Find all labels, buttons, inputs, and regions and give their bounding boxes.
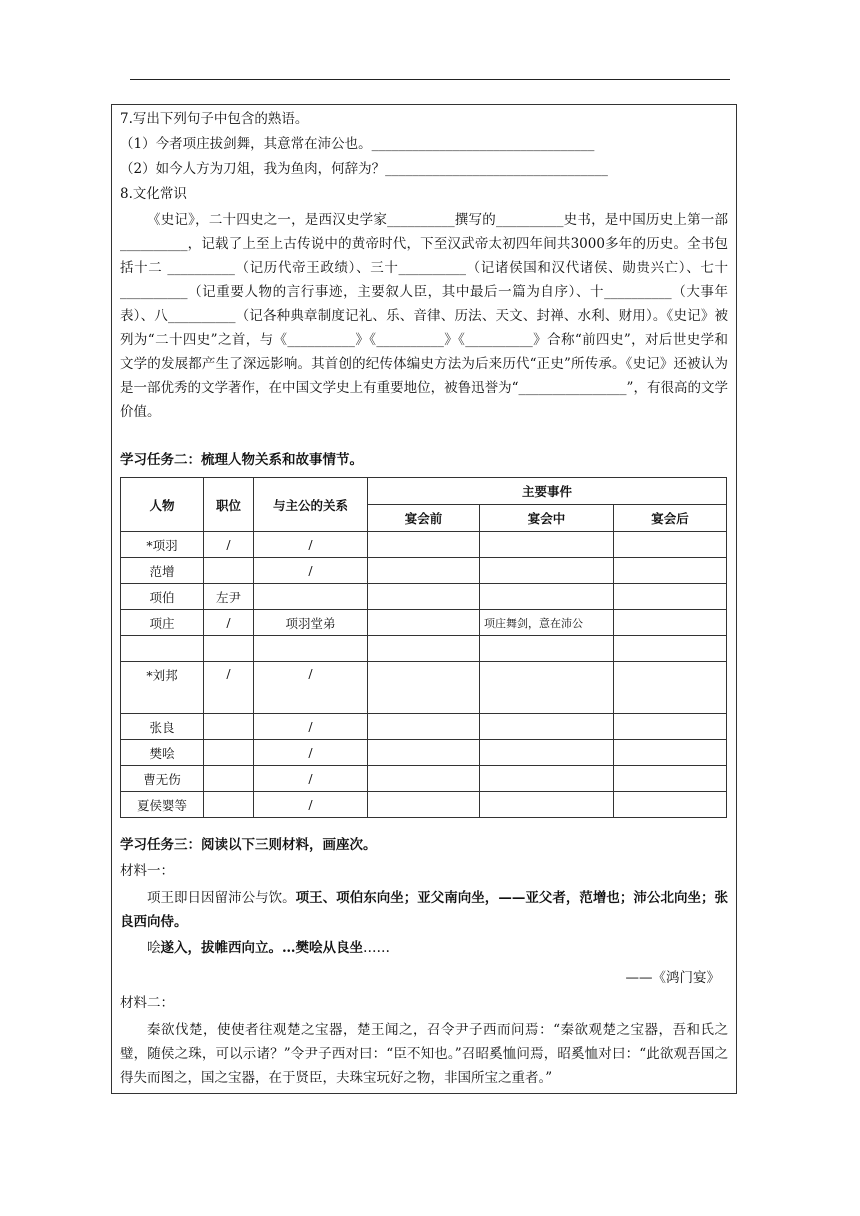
- cell-after[interactable]: [614, 766, 727, 792]
- table-row: [121, 740, 727, 766]
- table-row: [121, 532, 727, 558]
- cell-person: 曹无伤: [121, 766, 204, 792]
- cell-during[interactable]: [480, 584, 614, 610]
- cell-person: *项羽: [121, 532, 204, 558]
- material-1-ellipsis: ……: [363, 940, 390, 956]
- cell-person: 夏侯婴等: [121, 792, 204, 818]
- header-after: 宴会后: [614, 505, 727, 532]
- header-before: 宴会前: [368, 505, 480, 532]
- cell-after[interactable]: [614, 636, 727, 662]
- q7-sentence-2: （2）如今人方为刀俎，我为鱼肉，何辞为？_________________________________: [120, 161, 608, 177]
- task3-title: 学习任务三：阅读以下三则材料，画座次。: [120, 837, 377, 853]
- header-rule: [130, 79, 730, 80]
- cell-post[interactable]: [204, 558, 254, 584]
- cell-after[interactable]: [614, 610, 727, 636]
- cell-during: 项庄舞剑，意在沛公: [480, 610, 614, 636]
- material-2-label: 材料二：: [120, 995, 174, 1011]
- cell-relation: /: [254, 792, 368, 818]
- material-1-label: 材料一：: [120, 863, 174, 879]
- cell-during[interactable]: [480, 740, 614, 766]
- material-1-para-2: [120, 936, 728, 960]
- cell-person: 项伯: [121, 584, 204, 610]
- cell-post: /: [204, 532, 254, 558]
- header-during: 宴会中: [480, 505, 614, 532]
- cell-during[interactable]: [480, 792, 614, 818]
- cell-before[interactable]: [368, 558, 480, 584]
- material-1-intro: 项王即日因留沛公与饮。: [147, 890, 296, 906]
- cell-before[interactable]: [368, 636, 480, 662]
- material-2-para: 秦欲伐楚，使使者往观楚之宝器，楚王闻之，召令尹子西而问焉：“秦欲观楚之宝器，吾和氏之璧，随侯之珠，可以示诸？”令尹子西对曰：“臣不知也。”召昭奚恤问焉，昭奚恤对曰：“此欲观吾国之得失而图之，国之宝器，在于贤臣，夫珠宝玩好之物，非国所宝之重者。”: [120, 1022, 728, 1086]
- cell-after[interactable]: [614, 792, 727, 818]
- cell-before[interactable]: [368, 792, 480, 818]
- table-row: [121, 792, 727, 818]
- header-events: 主要事件: [368, 478, 727, 505]
- cell-post[interactable]: [204, 766, 254, 792]
- table-row: [121, 584, 727, 610]
- table-row: [121, 558, 727, 584]
- cell-person: 项庄: [121, 610, 204, 636]
- cell-before[interactable]: [368, 714, 480, 740]
- header-post: 职位: [204, 478, 254, 532]
- cell-relation: /: [254, 714, 368, 740]
- material-1-kuai: 哙: [147, 940, 161, 956]
- cell-before[interactable]: [368, 610, 480, 636]
- table-row: [121, 766, 727, 792]
- cell-before[interactable]: [368, 584, 480, 610]
- q8-paragraph: 《史记》，二十四史之一，是西汉史学家__________撰写的__________史书，是中国历史上第一部__________，记载了上至上古传说中的黄帝时代，下至汉武帝太初四年间共3000多年的历史。全书包括十二 __________（记历代帝王政绩）、三十__________（记诸侯国和汉代诸侯、勋贵兴亡）、七十__________（记重要人物的言行事迹，主要叙人臣，其中最后一篇为自序）、十__________（大事年表）、八__________（记各种典章制度记礼、乐、音律、历法、天文、封禅、水利、财用）。《史记》被列为“二十四史”之首，与《__________》《__________》《__________》合称“前四史”，对后世史学和文学的发展都产生了深远影响。其首创的纪传体编史方法为后来历代“正史”所传承。《史记》还被认为是一部优秀的文学著作，在中国文学史上有重要地位，被鲁迅誉为“________________”，有很高的文学价值。: [120, 212, 728, 420]
- cell-person: 范增: [121, 558, 204, 584]
- table-row: [121, 636, 727, 662]
- cell-post[interactable]: [204, 740, 254, 766]
- cell-after[interactable]: [614, 532, 727, 558]
- cell-relation: 项羽堂弟: [254, 610, 368, 636]
- cell-after[interactable]: [614, 740, 727, 766]
- cell-during[interactable]: [480, 662, 614, 714]
- header-person: 人物: [121, 478, 204, 532]
- cell-after[interactable]: [614, 662, 727, 714]
- cell-relation[interactable]: [254, 584, 368, 610]
- cell-before[interactable]: [368, 662, 480, 714]
- q7-sentence-1: （1）今者项庄拔剑舞，其意常在沛公也。_________________________________: [120, 136, 595, 152]
- cell-during[interactable]: [480, 558, 614, 584]
- cell-after[interactable]: [614, 558, 727, 584]
- cell-post: /: [204, 610, 254, 636]
- q8-title: 8.文化常识: [120, 186, 187, 202]
- cell-before[interactable]: [368, 766, 480, 792]
- cell-post: /: [204, 662, 254, 714]
- cell-relation: /: [254, 766, 368, 792]
- task2-title: 学习任务二：梳理人物关系和故事情节。: [120, 452, 363, 468]
- cell-post[interactable]: [204, 636, 254, 662]
- cell-relation[interactable]: [254, 636, 368, 662]
- cell-post: 左尹: [204, 584, 254, 610]
- cell-before[interactable]: [368, 532, 480, 558]
- cell-during[interactable]: [480, 714, 614, 740]
- cell-during[interactable]: [480, 532, 614, 558]
- cell-after[interactable]: [614, 714, 727, 740]
- cell-after[interactable]: [614, 584, 727, 610]
- cell-person: *刘邦: [121, 662, 204, 714]
- material-1-seating: 项王、项伯东向坐；亚父南向坐，——亚父者，范增也；沛公北向坐；张良西向侍。: [120, 890, 729, 930]
- cell-person[interactable]: [121, 636, 204, 662]
- material-1-para-1: [120, 886, 728, 934]
- q7-title: 7.写出下列句子中包含的熟语。: [120, 111, 309, 127]
- table-row: [121, 610, 727, 636]
- cell-relation: /: [254, 532, 368, 558]
- character-table: [120, 477, 727, 818]
- cell-before[interactable]: [368, 740, 480, 766]
- table-row: [121, 714, 727, 740]
- header-relation: 与主公的关系: [254, 478, 368, 532]
- table-row: [121, 662, 727, 714]
- cell-relation: /: [254, 558, 368, 584]
- cell-relation: /: [254, 662, 368, 714]
- cell-person: 樊哙: [121, 740, 204, 766]
- material-1-source: ——《鸿门宴》: [625, 970, 720, 986]
- material-1-entry: 遂入，拔帷西向立。…樊哙从良坐: [160, 940, 363, 956]
- cell-during[interactable]: [480, 766, 614, 792]
- cell-during[interactable]: [480, 636, 614, 662]
- cell-post[interactable]: [204, 792, 254, 818]
- cell-relation: /: [254, 740, 368, 766]
- cell-post[interactable]: [204, 714, 254, 740]
- cell-person: 张良: [121, 714, 204, 740]
